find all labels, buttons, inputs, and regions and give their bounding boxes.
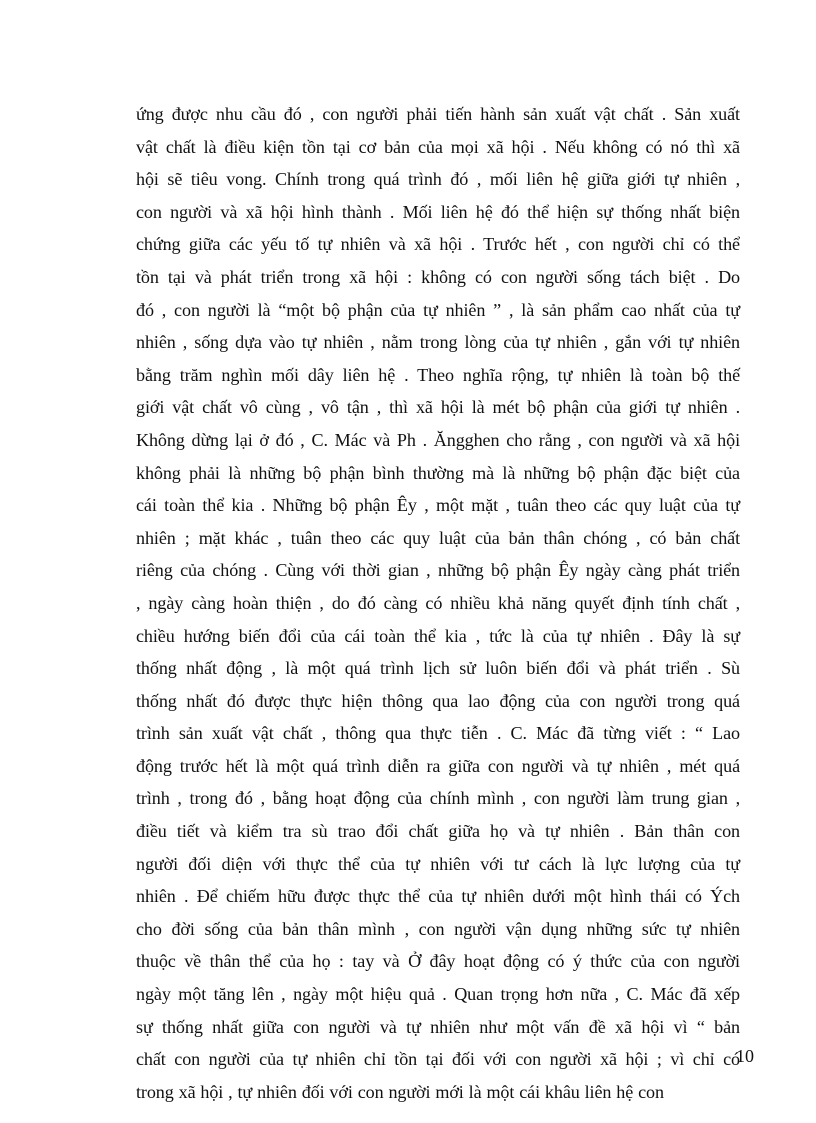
text-line: thống nhất đó được thực hiện thông qua lao động của con người trong quá [136,690,740,711]
text-line: cái toàn thể kia . Những bộ phận Êy , một mặt , tuân theo các quy luật của tự [136,495,740,516]
text-line: thuộc về thân thể của họ : tay và Ở đây hoạt động có ý thức của con người [136,951,740,972]
text-line: trình sản xuất vật chất , thông qua thực tiễn . C. Mác đã từng viết : “ Lao [136,723,740,744]
text-line: trong xã hội , tự nhiên đối với con người mới là một cái khâu liên hệ con [136,1081,664,1102]
page-number: 10 [736,1046,754,1066]
text-line: vật chất là điều kiện tồn tại cơ bản của mọi xã hội . Nếu không có nó thì xã [136,136,740,157]
text-line: chiều hướng biến đổi của cái toàn thể kia , tức là của tự nhiên . Đây là sự [136,625,740,646]
text-line: thống nhất động , là một quá trình lịch sử luôn biến đổi và phát triển . Sù [136,658,740,679]
text-line: ngày một tăng lên , ngày một hiệu quả . Quan trọng hơn nữa , C. Mác đã xếp [136,984,740,1005]
text-line: cho đời sống của bản thân mình , con người vận dụng những sức tự nhiên [136,918,740,939]
text-line: chứng giữa các yếu tố tự nhiên và xã hội . Trước hết , con người chỉ có thể [136,234,740,255]
text-line: con người và xã hội hình thành . Mối liên hệ đó thể hiện sự thống nhất biện [136,201,740,222]
text-line: nhiên , sống dựa vào tự nhiên , nằm trong lòng của tự nhiên , gắn với tự nhiên [136,332,740,353]
text-line: điều tiết và kiểm tra sù trao đổi chất giữa họ và tự nhiên . Bản thân con [136,821,740,842]
text-line: Không dừng lại ở đó , C. Mác và Ph . Ăngghen cho rằng , con người và xã hội [136,429,740,450]
text-line: sự thống nhất giữa con người và tự nhiên như một vấn đề xã hội vì “ bản [136,1016,740,1037]
text-line: trình , trong đó , bằng hoạt động của chính mình , con người làm trung gian , [136,788,740,809]
body-paragraph [136,98,740,1108]
text-line: đó , con người là “một bộ phận của tự nhiên ” , là sản phẩm cao nhất của tự [136,299,740,320]
text-line: chất con người của tự nhiên chỉ tồn tại đối với con người xã hội ; vì chỉ có [136,1049,740,1070]
text-line: bằng trăm nghìn mối dây liên hệ . Theo nghĩa rộng, tự nhiên là toàn bộ thế [136,364,740,385]
text-line: nhiên ; mặt khác , tuân theo các quy luật của bản thân chóng , có bản chất [136,527,740,548]
text-line: riêng của chóng . Cùng với thời gian , những bộ phận Êy ngày càng phát triển [136,560,740,581]
text-line: động trước hết là một quá trình diễn ra giữa con người và tự nhiên , mét quá [136,755,740,776]
text-line: tồn tại và phát triển trong xã hội : không có con người sống tách biệt . Do [136,266,740,287]
text-line: hội sẽ tiêu vong. Chính trong quá trình đó , mối liên hệ giữa giới tự nhiên , [136,169,740,190]
text-line: giới vật chất vô cùng , vô tận , thì xã hội là mét bộ phận của giới tự nhiên . [136,397,740,418]
text-line: ứng được nhu cầu đó , con người phải tiến hành sản xuất vật chất . Sản xuất [136,104,740,124]
text-line: không phải là những bộ phận bình thường mà là những bộ phận đặc biệt của [136,462,740,483]
text-line: , ngày càng hoàn thiện , do đó càng có nhiều khả năng quyết định tính chất , [136,592,740,613]
text-line: người đối diện với thực thể của tự nhiên với tư cách là lực lượng của tự [136,853,740,874]
text-line: nhiên . Để chiếm hữu được thực thể của tự nhiên dưới một hình thái có Ých [136,886,740,907]
